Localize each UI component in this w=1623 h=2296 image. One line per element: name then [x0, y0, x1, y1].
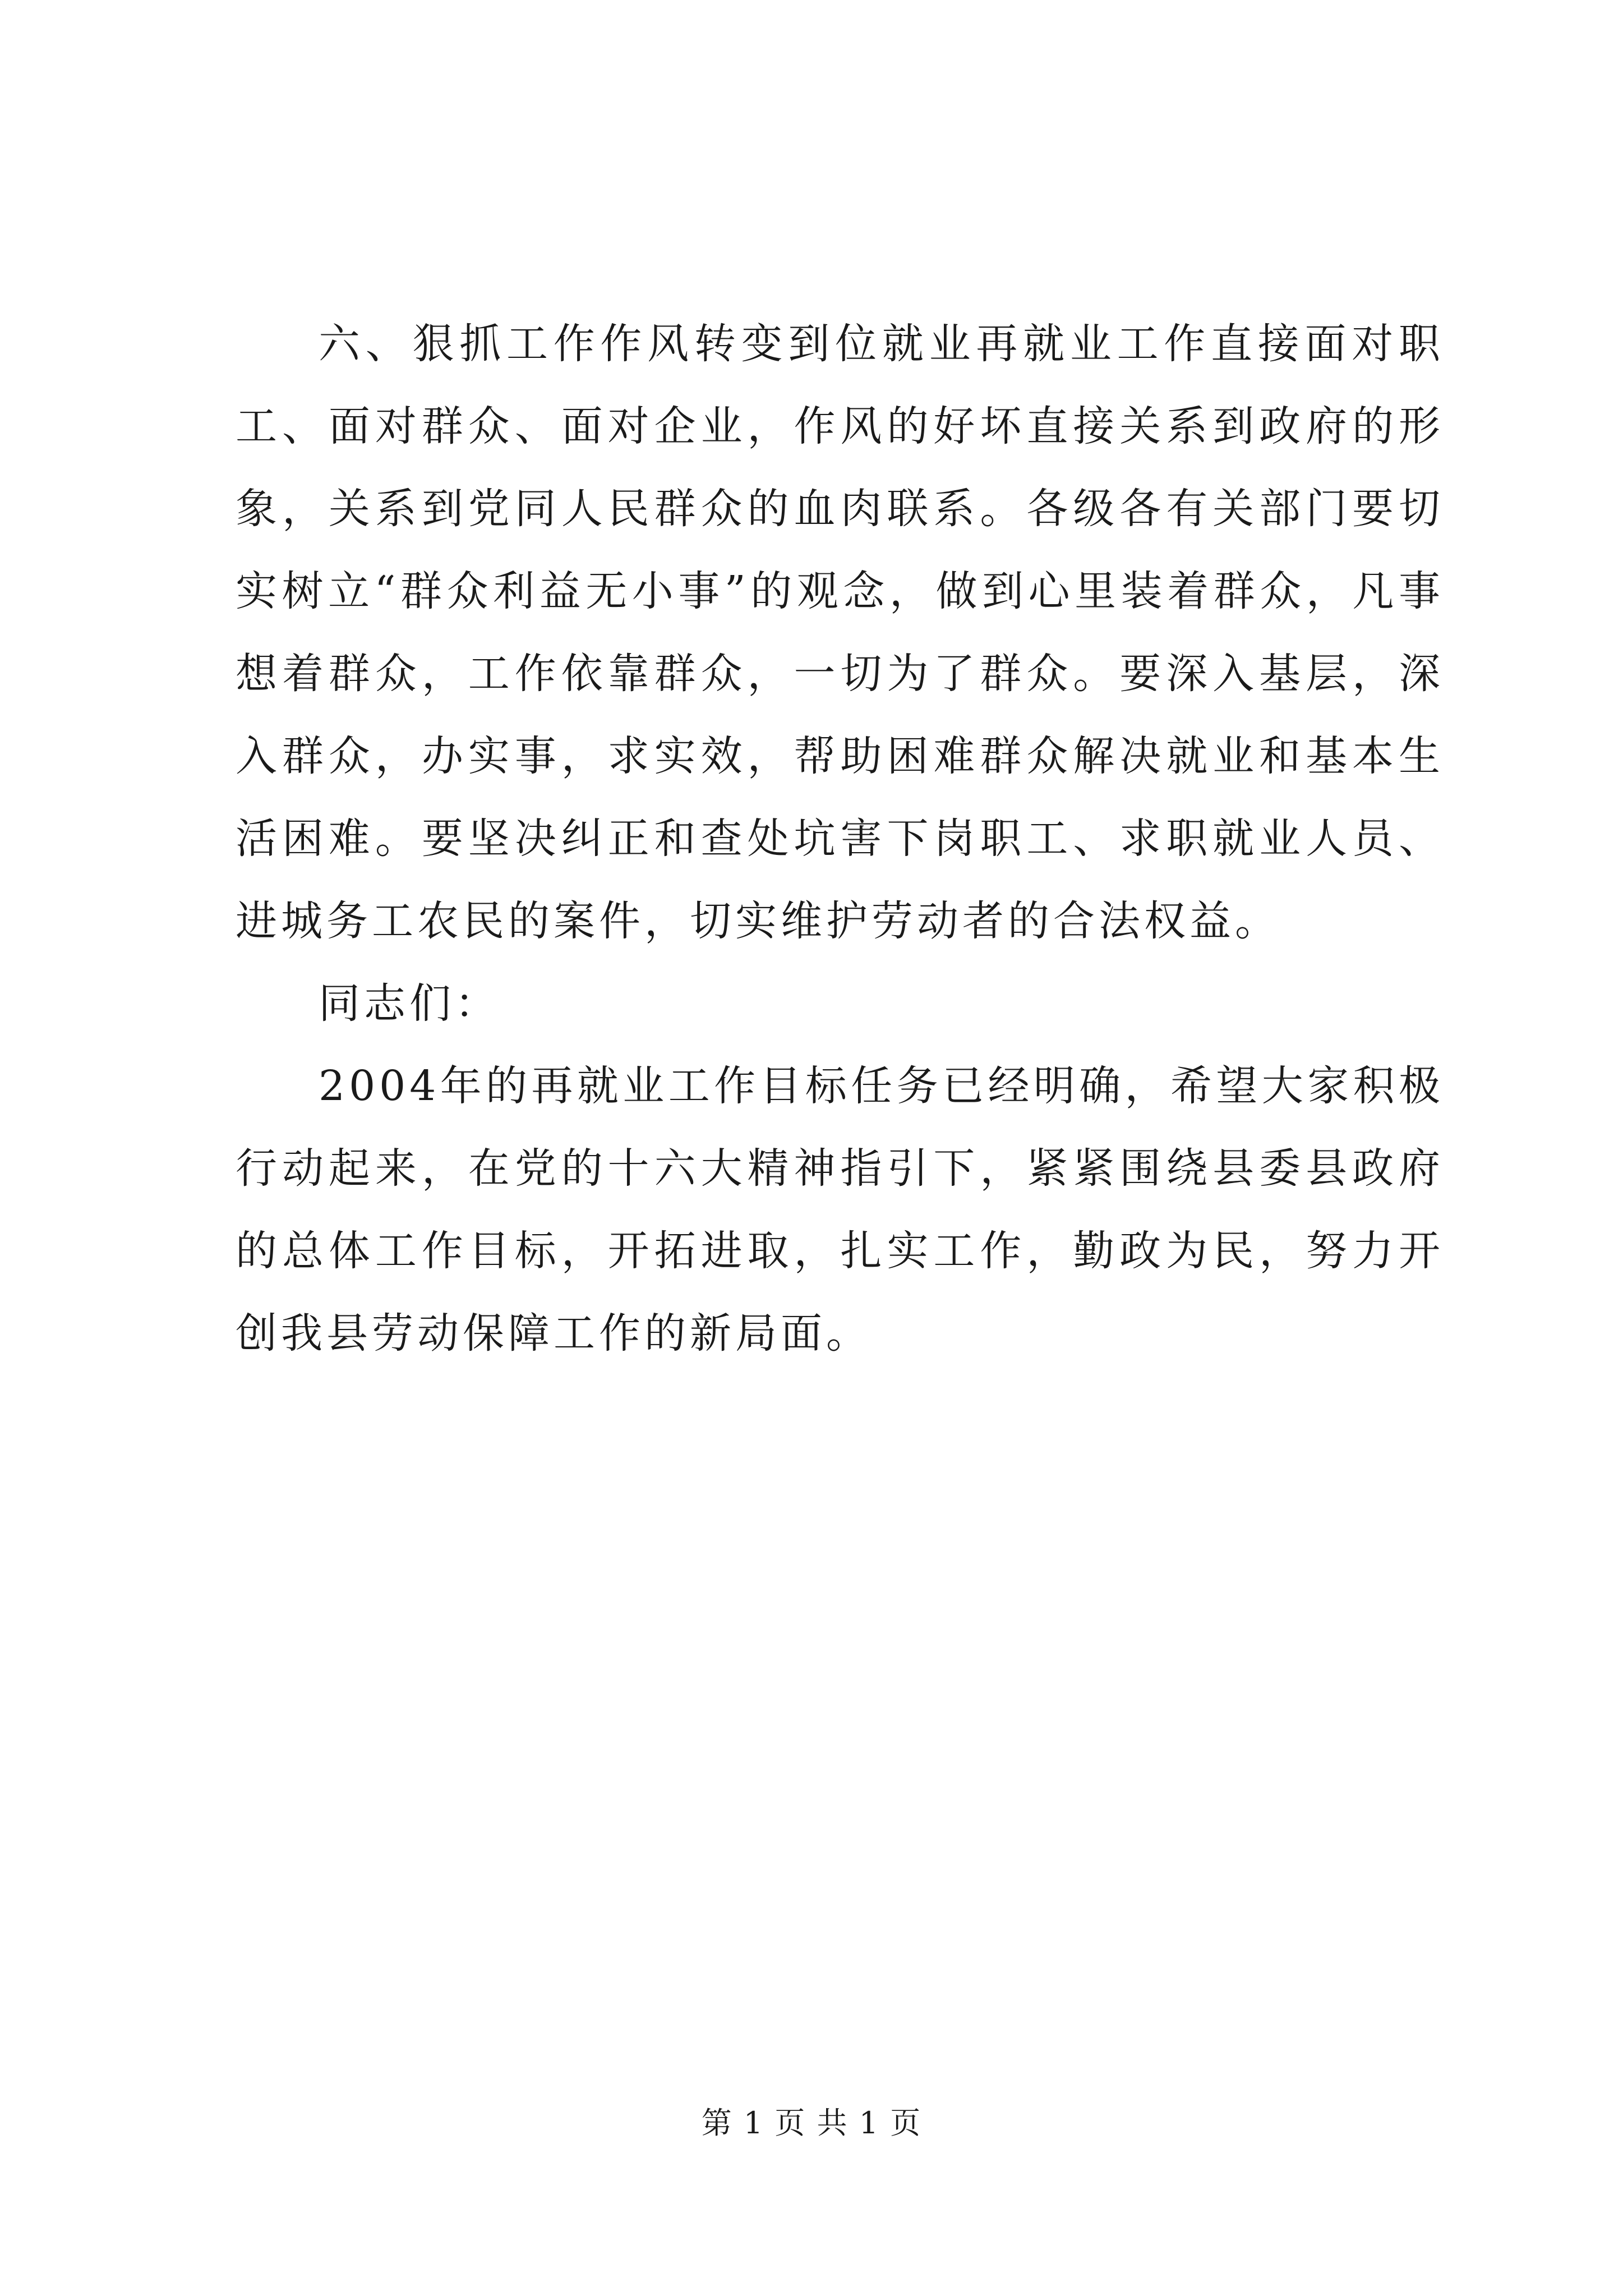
paragraph-closing: 2004年的再就业工作目标任务已经明确，希望大家积极行动起来，在党的十六大精神指引下，紧紧围绕县委县政府的总体工作目标，开拓进取，扎实工作，勤政为民，努力开创我县劳动保障工作的新局面。 [236, 1062, 1444, 1358]
paragraph-salutation: 同志们： [319, 979, 500, 1028]
paragraph-work-style: 六、狠抓工作作风转变到位就业再就业工作直接面对职工、面对群众、面对企业，作风的好坏直接关系到政府的形象，关系到党同人民群众的血肉联系。各级各有关部门要切实树立“群众利益无小事”的观念，做到心里装着群众，凡事想着群众，工作依靠群众，一切为了群众。要深入基层，深入群众，办实事，求实效，帮助困难群众解决就业和基本生活困难。要坚决纠正和查处坑害下岗职工、求职就业人员、进城务工农民的案件，切实维护劳动者的合法权益。 [236, 320, 1444, 945]
document-body [236, 303, 1444, 1375]
page-number-footer: 第 1 页 共 1 页 [701, 2105, 922, 2141]
